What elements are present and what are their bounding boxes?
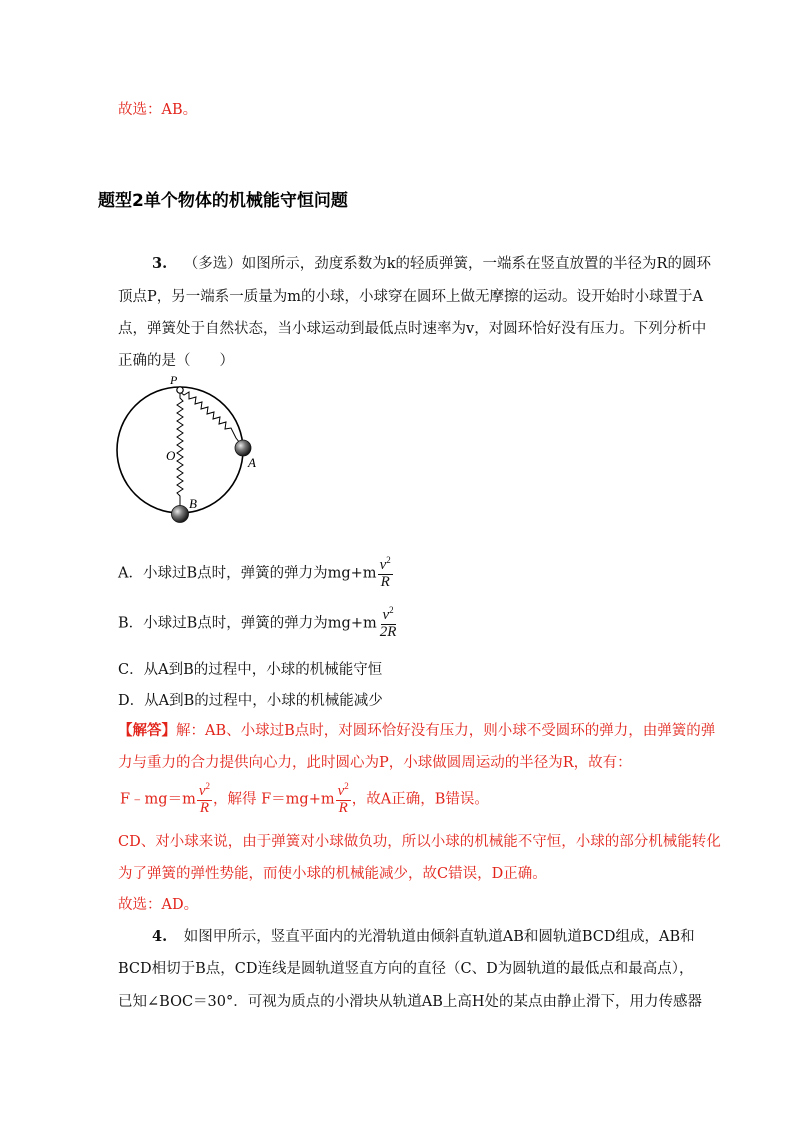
q3-text-1: （多选）如图所示，劲度系数为k的轻质弹簧，一端系在竖直放置的半径为R的圆环 bbox=[183, 256, 711, 272]
eq-fraction-2 bbox=[336, 782, 351, 817]
label-a: A bbox=[248, 455, 256, 470]
eq-den-1: R bbox=[199, 799, 210, 816]
pivot-p bbox=[177, 387, 183, 393]
q3-line-2: 顶点P，另一端系一质量为m的小球，小球穿在圆环上做无摩擦的运动。设开始时小球置于A bbox=[118, 289, 703, 305]
eq-fraction-1 bbox=[197, 782, 212, 817]
solution-line-2: 力与重力的合力提供向心力，此时圆心为P，小球做圆周运动的半径为R，故有： bbox=[118, 755, 632, 771]
option-a-sup: 2 bbox=[386, 555, 391, 565]
label-o: O bbox=[166, 448, 176, 463]
solution-tag: 【解答】 bbox=[118, 722, 176, 739]
q3-line-4: 正确的是（ ） bbox=[118, 353, 234, 369]
solution-text-1: 解：AB、小球过B点时，对圆环恰好没有压力，则小球不受圆环的弹力，由弹簧的弹 bbox=[176, 723, 716, 739]
option-b-fraction bbox=[378, 606, 399, 641]
option-c: C．从A到B的过程中，小球的机械能守恒 bbox=[118, 662, 383, 678]
eq-sup-1: 2 bbox=[205, 781, 211, 791]
eq-part-2: ，解得 F＝mg+m bbox=[213, 791, 335, 808]
q4-line-2: BCD相切于B点，CD连线是圆轨道竖直方向的直径（C、D为圆轨道的最低点和最高点）， bbox=[118, 961, 694, 977]
eq-sup-2: 2 bbox=[344, 781, 349, 791]
solution-line-4: 为了弹簧的弹性势能，而使小球的机械能减少，故C错误，D正确。 bbox=[118, 866, 547, 882]
option-a-text: A．小球过B点时，弹簧的弹力为mg+m bbox=[118, 565, 377, 582]
eq-part-1: F﹣mg＝m bbox=[120, 791, 196, 808]
label-p: P bbox=[170, 373, 178, 387]
section-heading: 题型2单个物体的机械能守恒问题 bbox=[98, 191, 348, 211]
q4-number: 4. bbox=[152, 928, 168, 945]
solution-equation bbox=[120, 782, 489, 817]
ball-b bbox=[172, 506, 189, 523]
spring-vertical bbox=[177, 392, 183, 510]
option-a-den: R bbox=[380, 573, 390, 590]
option-d: D．从A到B的过程中，小球的机械能减少 bbox=[118, 693, 383, 709]
ball-a bbox=[235, 440, 251, 456]
q4-line-1 bbox=[152, 925, 695, 946]
q4-line-3: 已知∠BOC＝30°．可视为质点的小滑块从轨道AB上高H处的某点由静止滑下，用力传感器 bbox=[118, 994, 703, 1010]
option-b-num: v bbox=[382, 607, 390, 623]
eq-den-2: R bbox=[338, 799, 348, 816]
q3-line-1 bbox=[152, 252, 711, 273]
option-a bbox=[118, 556, 394, 591]
eq-part-3: ，故A正确，B错误。 bbox=[351, 791, 489, 808]
label-b: B bbox=[189, 496, 197, 511]
solution-line-1 bbox=[118, 719, 715, 740]
previous-answer: 故选：AB。 bbox=[118, 102, 198, 118]
q3-number: 3. bbox=[152, 255, 168, 272]
option-b bbox=[118, 606, 399, 641]
spring-diagonal bbox=[180, 392, 243, 447]
option-a-num: v bbox=[379, 557, 387, 573]
option-a-fraction bbox=[378, 556, 393, 591]
circle-spring-figure bbox=[110, 372, 260, 532]
solution-answer: 故选：AD。 bbox=[118, 897, 199, 913]
option-b-text: B．小球过B点时，弹簧的弹力为mg+m bbox=[118, 615, 377, 632]
eq-num-1: v bbox=[198, 783, 206, 799]
eq-num-2: v bbox=[337, 783, 345, 799]
q3-line-3: 点，弹簧处于自然状态，当小球运动到最低点时速率为v，对圆环恰好没有压力。下列分析中 bbox=[118, 321, 707, 337]
option-b-den: 2R bbox=[379, 623, 397, 640]
ring bbox=[117, 387, 243, 513]
q4-text-1: 如图甲所示，竖直平面内的光滑轨道由倾斜直轨道AB和圆轨道BCD组成，AB和 bbox=[183, 929, 695, 945]
option-b-sup: 2 bbox=[389, 605, 394, 615]
solution-line-3: CD、对小球来说，由于弹簧对小球做负功，所以小球的机械能不守恒，小球的部分机械能转化 bbox=[118, 834, 721, 850]
